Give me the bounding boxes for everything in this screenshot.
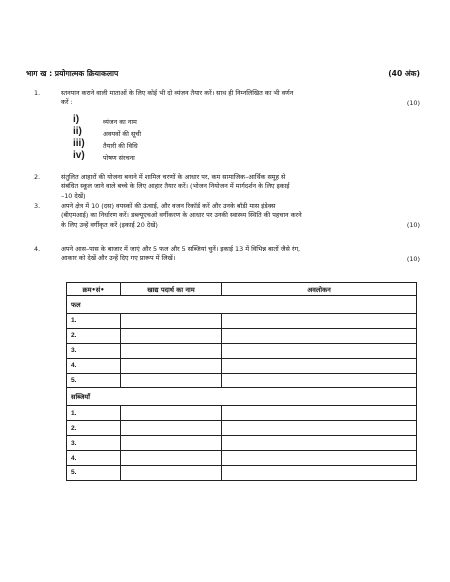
question-4 — [34, 245, 420, 267]
table-row — [67, 358, 417, 373]
section-marks: (40 अंक) — [388, 69, 420, 78]
subitem-numeral: ii) — [73, 126, 82, 137]
question-line: संतुलित आहारों की योजना बनाने में शामिल चरणों के आधार पर, कम सामाजिक–आर्थिक समूह से — [61, 173, 286, 181]
question-number: 4. — [34, 245, 41, 253]
subitem-text: व्यंजन का नाम — [103, 118, 137, 126]
group-label: सब्जियाँ — [67, 388, 417, 406]
question-line: संबंधित स्कूल जाने वाले बच्चे के लिए आहार तैयार करें। (भोजन नियोजन में मार्गदर्शन के लिए इकाई — [61, 182, 290, 191]
question-marks: (10) — [406, 221, 420, 229]
subitem-numeral: iv) — [73, 150, 85, 161]
food-name-cell[interactable] — [121, 451, 222, 466]
food-name-cell[interactable] — [121, 314, 222, 329]
food-name-cell[interactable] — [121, 466, 222, 481]
table-row — [67, 421, 417, 436]
row-number: 5. — [67, 373, 121, 388]
question-number: 2. — [34, 173, 41, 181]
observation-cell[interactable] — [222, 451, 417, 466]
question-number: 1. — [34, 89, 41, 97]
row-number: 4. — [67, 451, 121, 466]
food-name-cell[interactable] — [121, 421, 222, 436]
observation-cell[interactable] — [222, 421, 417, 436]
subitem-text: तैयारी की विधि — [103, 142, 138, 150]
row-number: 3. — [67, 436, 121, 451]
row-number: 5. — [67, 466, 121, 481]
food-name-cell[interactable] — [121, 436, 222, 451]
header-serial: क्रम•सं• — [67, 283, 121, 296]
row-number: 1. — [67, 406, 121, 421]
table-row — [67, 328, 417, 343]
food-name-cell[interactable] — [121, 343, 222, 358]
observation-table — [66, 282, 417, 481]
table-row — [67, 451, 417, 466]
observation-cell[interactable] — [222, 466, 417, 481]
question-line: करें : — [61, 98, 73, 107]
row-number: 2. — [67, 421, 121, 436]
observation-cell[interactable] — [222, 373, 417, 388]
question-marks: (10) — [406, 255, 420, 263]
food-name-cell[interactable] — [121, 373, 222, 388]
row-number: 1. — [67, 314, 121, 329]
subitem-text: अवयवों की सूची — [103, 130, 142, 138]
question-marks: (10) — [406, 99, 420, 107]
table-row — [67, 343, 417, 358]
subitem-numeral: iii) — [73, 138, 85, 149]
question-number: 3. — [34, 202, 41, 210]
observation-cell[interactable] — [222, 406, 417, 421]
observation-cell[interactable] — [222, 328, 417, 343]
observation-cell[interactable] — [222, 343, 417, 358]
table-row — [67, 466, 417, 481]
observation-cell[interactable] — [222, 358, 417, 373]
table-row — [67, 436, 417, 451]
question-line: –10 देखें) — [61, 191, 86, 200]
group-row-fruits — [67, 296, 417, 314]
question-3 — [34, 202, 420, 232]
question-line: आकार को देखें और उन्हें दिए गए प्रारूप में लिखें। — [61, 254, 176, 263]
row-number: 3. — [67, 343, 121, 358]
row-number: 2. — [67, 328, 121, 343]
subitem-text: पोषण संरचना — [103, 154, 135, 162]
group-label: फल — [67, 296, 417, 314]
table-header-row — [67, 283, 417, 296]
observation-cell[interactable] — [222, 436, 417, 451]
header-food-name: खाद्य पदार्थ का नाम — [121, 283, 222, 296]
question-line: स्तनपान कराने वाली माताओं के लिए कोई भी दो व्यंजन तैयार करें। साथ ही निम्नलिखित का भी वर्णन — [61, 89, 294, 97]
food-name-cell[interactable] — [121, 358, 222, 373]
subitem-numeral: i) — [73, 114, 80, 125]
group-row-vegetables — [67, 388, 417, 406]
question-line: (बीएमआई) का निर्धारण करें। डब्ल्यूएचओ वर्गीकरण के आधार पर उनकी स्वास्थ्य स्थिति की पहचान करने — [61, 211, 302, 220]
question-2 — [34, 173, 420, 203]
table-row — [67, 406, 417, 421]
question-line: अपने क्षेत्र में 10 (दस) वयस्कों की ऊंचाई, और वजन रिकॉर्ड करें और उनके बॉडी मास इंडेक्स — [61, 202, 276, 210]
food-name-cell[interactable] — [121, 328, 222, 343]
table-row — [67, 373, 417, 388]
header-observation: अवलोकन — [222, 283, 417, 296]
observation-cell[interactable] — [222, 314, 417, 329]
row-number: 4. — [67, 358, 121, 373]
table-row — [67, 314, 417, 329]
question-1 — [34, 89, 420, 175]
section-title: भाग ख : प्रयोगात्मक क्रियाकलाप — [26, 69, 119, 78]
food-name-cell[interactable] — [121, 406, 222, 421]
question-line: अपने आस–पास के बाजार में जाएं और 5 फल और 5 सब्जियां चुनें। इकाई 13 में विभिन्न बातों जैसे रंग, — [61, 245, 301, 253]
question-line: के लिए उन्हें वर्गीकृत करें (इकाई 20 देखें) — [61, 220, 158, 229]
